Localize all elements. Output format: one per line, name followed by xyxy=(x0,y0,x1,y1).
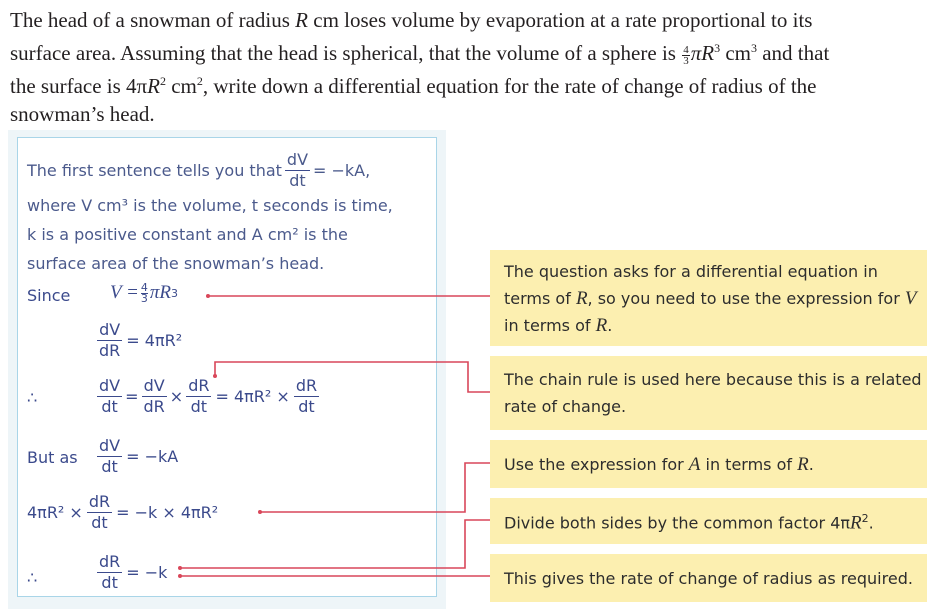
note-chain-rule: The chain rule is used here because this is a related rate of change. xyxy=(490,356,927,430)
fraction-four-thirds: $\frac{4}{3}$ xyxy=(683,43,689,67)
equation-chain-rule: $\frac{dV}{dt}$ = $\frac{dV}{dR}$ × $\frac{dR}{dt}$ = 4πR² × $\frac{dR}{dt}$ xyxy=(99,376,318,416)
but-as-label: But as xyxy=(27,448,78,467)
note-area-expression: Use the expression for A in terms of R. xyxy=(490,440,927,488)
therefore-symbol: ∴ xyxy=(27,388,38,407)
note-result: This gives the rate of change of radius as required. xyxy=(490,554,927,602)
equation-volume: V = $\frac{4}{3}$ πR 3 xyxy=(110,280,178,305)
working-intro: The first sentence tells you that $\frac{dV}{dt}$ = −kA, where V cm³ is the volume, t seconds is time, k is a positive constant and A cm² is the surface area of the snowman’s head. xyxy=(27,150,393,273)
equation-substituted: 4πR² × $\frac{dR}{dt}$ = −k × 4πR² xyxy=(27,492,219,532)
therefore-symbol-final: ∴ xyxy=(27,568,38,587)
equation-dv-dt: $\frac{dV}{dt}$ = −kA xyxy=(99,436,179,476)
note-volume-expression: The question asks for a differential equation in terms of R, so you need to use the expression for V in terms of R. xyxy=(490,250,927,346)
equation-final: $\frac{dR}{dt}$ = −k xyxy=(99,552,168,592)
equation-dv-dr: $\frac{dV}{dR}$ = 4πR² xyxy=(99,320,183,360)
since-label: Since xyxy=(27,286,71,305)
note-divide-common-factor: Divide both sides by the common factor $4\pi R^2$. xyxy=(490,498,927,544)
question-text: The head of a snowman of radius R cm loses volume by evaporation at a rate proportional to its surface area. Assuming that the head is spherical, that the volume of a sphere is $\frac{4}{3}$ $\pi R^3$ $cm^3$ and that the surface is $4\pi R^2$ $cm^2$, write down a differential equation for the rate of change of radius of the snowman’s head. xyxy=(10,8,830,126)
